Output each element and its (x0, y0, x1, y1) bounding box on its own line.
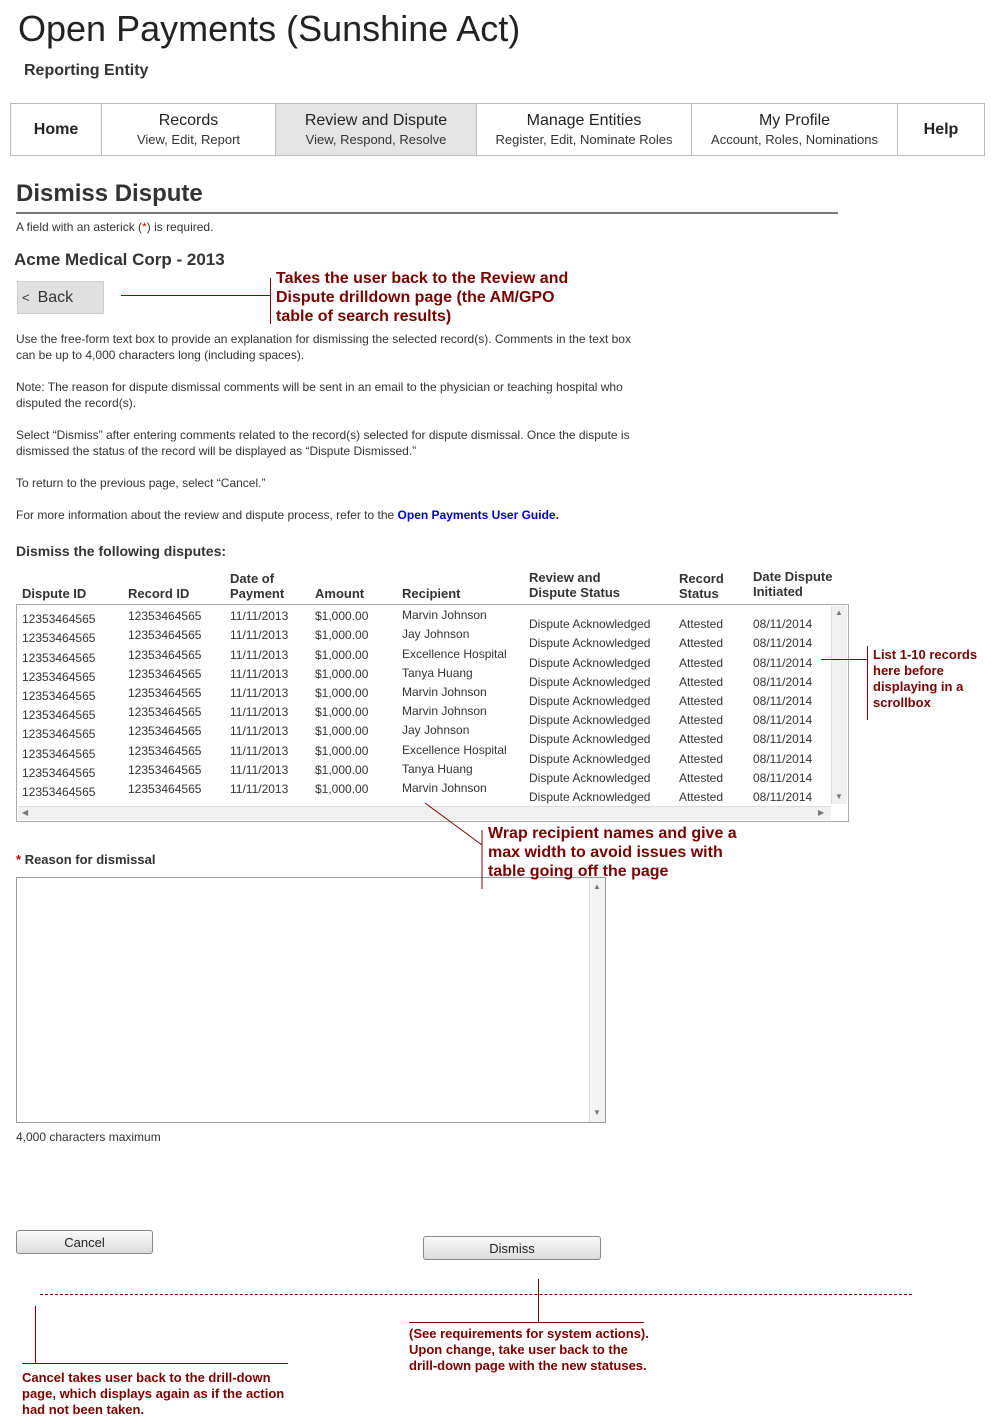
required-note-text: ) is required. (146, 220, 214, 234)
cell-payment-date: 11/11/2013 (230, 705, 289, 719)
scroll-up-icon[interactable]: ▲ (835, 608, 843, 617)
cell-amount: $1,000.00 (315, 782, 369, 796)
cell-recipient: Jay Johnson (402, 723, 470, 737)
cell-dispute-id: 12353464565 (22, 670, 96, 684)
reason-textarea[interactable] (16, 877, 606, 1123)
cell-dispute-id: 12353464565 (22, 631, 96, 645)
column-header-amount: Amount (315, 586, 365, 601)
cell-recipient: Marvin Johnson (402, 781, 487, 795)
cell-record-id: 12353464565 (128, 628, 202, 642)
cell-payment-date: 11/11/2013 (230, 782, 289, 796)
annotation-connector (22, 1363, 288, 1364)
cell-record-id: 12353464565 (128, 724, 202, 738)
cell-record-id: 12353464565 (128, 686, 202, 700)
cell-record-id: 12353464565 (128, 705, 202, 719)
back-button[interactable] (17, 281, 104, 314)
cell-record-status: Attested (679, 694, 724, 708)
cell-record-status: Attested (679, 675, 724, 689)
scroll-down-icon[interactable]: ▼ (835, 792, 843, 801)
cell-amount: $1,000.00 (315, 628, 369, 642)
cell-recipient: Marvin Johnson (402, 608, 487, 622)
instruction-paragraph: To return to the previous page, select “Cancel.” (16, 476, 266, 490)
cell-record-id: 12353464565 (128, 609, 202, 623)
nav-item-review-and-dispute[interactable] (276, 104, 477, 155)
reason-label-text: Reason for dismissal (24, 852, 156, 867)
cell-payment-date: 11/11/2013 (230, 609, 289, 623)
cell-date-initiated: 08/11/2014 (753, 617, 813, 631)
instruction-paragraph: Use the free-form text box to provide an explanation for dismissing the selected record(s). Comments in the text box can be up to 4,000 characters long (including spaces). (16, 332, 631, 362)
nav-item-sublabel: Account, Roles, Nominations (711, 131, 878, 147)
cell-date-initiated: 08/11/2014 (753, 771, 813, 785)
nav-item-label: Records (158, 111, 219, 129)
required-note (16, 220, 213, 234)
cell-recipient: Tanya Huang (402, 666, 473, 680)
nav-item-sublabel: View, Respond, Resolve (305, 131, 447, 147)
annotation-connector (821, 659, 868, 660)
cell-payment-date: 11/11/2013 (230, 667, 289, 681)
cell-dispute-id: 12353464565 (22, 727, 96, 741)
nav-item-help[interactable] (898, 104, 984, 155)
cell-record-status: Attested (679, 656, 724, 670)
cell-dispute-id: 12353464565 (22, 747, 96, 761)
entity-title: Acme Medical Corp - 2013 (14, 250, 225, 269)
instruction-paragraph: Select “Dismiss” after entering comments related to the record(s) selected for dispute dismissal. Once the dispute is dismissed the status of the record will be displayed as “Dispute Dismissed.” (16, 428, 630, 458)
cell-payment-date: 11/11/2013 (230, 724, 289, 738)
annotation-connector (867, 646, 868, 720)
cell-payment-date: 11/11/2013 (230, 744, 289, 758)
nav-item-label: Review and Dispute (304, 111, 448, 129)
cell-recipient: Jay Johnson (402, 627, 470, 641)
column-header-record-id: Record ID (128, 586, 190, 601)
cell-amount: $1,000.00 (315, 667, 369, 681)
back-button-label: Back (37, 288, 74, 306)
annotation-cancel: Cancel takes user back to the drill-down page, which displays again as if the action had not been taken. (22, 1370, 285, 1417)
annotation-connector (420, 800, 490, 890)
column-header-record-status: Record Status (679, 571, 724, 601)
cell-recipient: Marvin Johnson (402, 704, 487, 718)
cell-record-status: Attested (679, 752, 724, 766)
cell-recipient: Tanya Huang (402, 762, 473, 776)
cell-date-initiated: 08/11/2014 (753, 790, 813, 804)
column-header-review-status: Review and Dispute Status (529, 570, 621, 600)
cell-dispute-id: 12353464565 (22, 689, 96, 703)
cell-payment-date: 11/11/2013 (230, 763, 289, 777)
annotation-connector (121, 295, 271, 296)
cell-review-status: Dispute Acknowledged (529, 617, 651, 631)
nav-item-label: Manage Entities (526, 111, 642, 129)
chevron-left-icon: < (22, 290, 30, 305)
section-title: Dismiss the following disputes: (16, 543, 227, 559)
title-divider (16, 212, 838, 214)
cell-date-initiated: 08/11/2014 (753, 675, 813, 689)
cell-amount: $1,000.00 (315, 705, 369, 719)
cell-amount: $1,000.00 (315, 763, 369, 777)
cell-amount: $1,000.00 (315, 744, 369, 758)
cell-date-initiated: 08/11/2014 (753, 656, 813, 670)
nav-item-label: Help (923, 120, 959, 138)
cell-record-status: Attested (679, 713, 724, 727)
main-nav (10, 103, 985, 156)
cell-date-initiated: 08/11/2014 (753, 752, 813, 766)
scroll-left-icon[interactable]: ◀ (22, 808, 29, 817)
cell-review-status: Dispute Acknowledged (529, 636, 651, 650)
nav-item-records[interactable] (102, 104, 276, 155)
nav-item-home[interactable] (11, 104, 102, 155)
nav-item-sublabel: Register, Edit, Nominate Roles (495, 131, 673, 147)
cell-recipient: Excellence Hospital (402, 743, 507, 757)
cell-recipient: Excellence Hospital (402, 647, 507, 661)
cell-dispute-id: 12353464565 (22, 766, 96, 780)
cell-record-status: Attested (679, 732, 724, 746)
cell-review-status: Dispute Acknowledged (529, 694, 651, 708)
textarea-scrollbar[interactable] (589, 878, 605, 1122)
annotation-divider (40, 1294, 912, 1295)
annotation-back: Takes the user back to the Review and Dispute drilldown page (the AM/GPO table of search results) (276, 270, 569, 325)
app-subtitle: Reporting Entity (24, 62, 149, 79)
nav-item-manage-entities[interactable] (477, 104, 692, 155)
cell-review-status: Dispute Acknowledged (529, 790, 651, 804)
required-star: * (142, 220, 147, 234)
scroll-up-icon[interactable]: ▲ (593, 882, 601, 891)
cell-recipient: Marvin Johnson (402, 685, 487, 699)
cell-record-status: Attested (679, 771, 724, 785)
cell-amount: $1,000.00 (315, 609, 369, 623)
cell-review-status: Dispute Acknowledged (529, 713, 651, 727)
annotation-connector (538, 1279, 539, 1322)
cell-amount: $1,000.00 (315, 686, 369, 700)
cell-payment-date: 11/11/2013 (230, 628, 289, 642)
cell-record-status: Attested (679, 636, 724, 650)
cell-date-initiated: 08/11/2014 (753, 636, 813, 650)
cell-record-status: Attested (679, 790, 724, 804)
cell-dispute-id: 12353464565 (22, 708, 96, 722)
cell-amount: $1,000.00 (315, 648, 369, 662)
cell-payment-date: 11/11/2013 (230, 686, 289, 700)
cell-record-id: 12353464565 (128, 648, 202, 662)
cell-record-id: 12353464565 (128, 744, 202, 758)
cell-dispute-id: 12353464565 (22, 785, 96, 799)
cell-payment-date: 11/11/2013 (230, 648, 289, 662)
column-header-recipient: Recipient (402, 586, 461, 601)
guide-text: For more information about the review and dispute process, refer to the (16, 508, 395, 522)
cell-review-status: Dispute Acknowledged (529, 771, 651, 785)
annotation-connector (270, 278, 271, 324)
nav-item-sublabel: View, Edit, Report (136, 131, 241, 147)
cell-record-status: Attested (679, 617, 724, 631)
cell-date-initiated: 08/11/2014 (753, 713, 813, 727)
cell-review-status: Dispute Acknowledged (529, 656, 651, 670)
user-guide-link[interactable]: Open Payments User Guide. (397, 508, 559, 522)
cancel-button[interactable]: Cancel (16, 1230, 153, 1254)
char-limit-note: 4,000 characters maximum (16, 1130, 161, 1144)
scroll-right-icon[interactable]: ▶ (818, 808, 825, 817)
nav-item-label: My Profile (758, 111, 831, 129)
cell-review-status: Dispute Acknowledged (529, 752, 651, 766)
scroll-down-icon[interactable]: ▼ (593, 1108, 601, 1117)
nav-item-label: Home (33, 120, 79, 138)
instruction-paragraph: Note: The reason for dispute dismissal comments will be sent in an email to the physician or teaching hospital who disputed the record(s). (16, 380, 623, 410)
cell-dispute-id: 12353464565 (22, 612, 96, 626)
cell-record-id: 12353464565 (128, 763, 202, 777)
page-title: Dismiss Dispute (16, 180, 203, 207)
annotation-dismiss: (See requirements for system actions). Upon change, take user back to the drill-down page with the new statuses. (409, 1326, 649, 1373)
column-header-date-of-payment: Date of Payment (230, 571, 285, 601)
vertical-scrollbar[interactable] (831, 606, 847, 804)
cell-review-status: Dispute Acknowledged (529, 732, 651, 746)
required-star: * (16, 852, 22, 867)
annotation-connector (35, 1306, 36, 1364)
reason-label (16, 852, 155, 867)
cell-record-id: 12353464565 (128, 782, 202, 796)
required-note-text: A field with an asterick ( (16, 220, 143, 234)
guide-paragraph (16, 507, 716, 523)
nav-item-my-profile[interactable] (692, 104, 898, 155)
app-title: Open Payments (Sunshine Act) (18, 8, 521, 49)
cell-date-initiated: 08/11/2014 (753, 694, 813, 708)
cell-review-status: Dispute Acknowledged (529, 675, 651, 689)
dismiss-button[interactable]: Dismiss (423, 1236, 601, 1260)
annotation-connector (409, 1322, 644, 1323)
cell-date-initiated: 08/11/2014 (753, 732, 813, 746)
cell-dispute-id: 12353464565 (22, 651, 96, 665)
cell-amount: $1,000.00 (315, 724, 369, 738)
column-header-dispute-id: Dispute ID (22, 586, 87, 601)
cell-record-id: 12353464565 (128, 667, 202, 681)
annotation-scrollbox: List 1-10 records here before displaying in a scrollbox (873, 647, 978, 710)
annotation-wrap: Wrap recipient names and give a max width to avoid issues with table going off the page (488, 825, 737, 880)
column-header-date-initiated: Date Dispute Initiated (753, 569, 833, 599)
